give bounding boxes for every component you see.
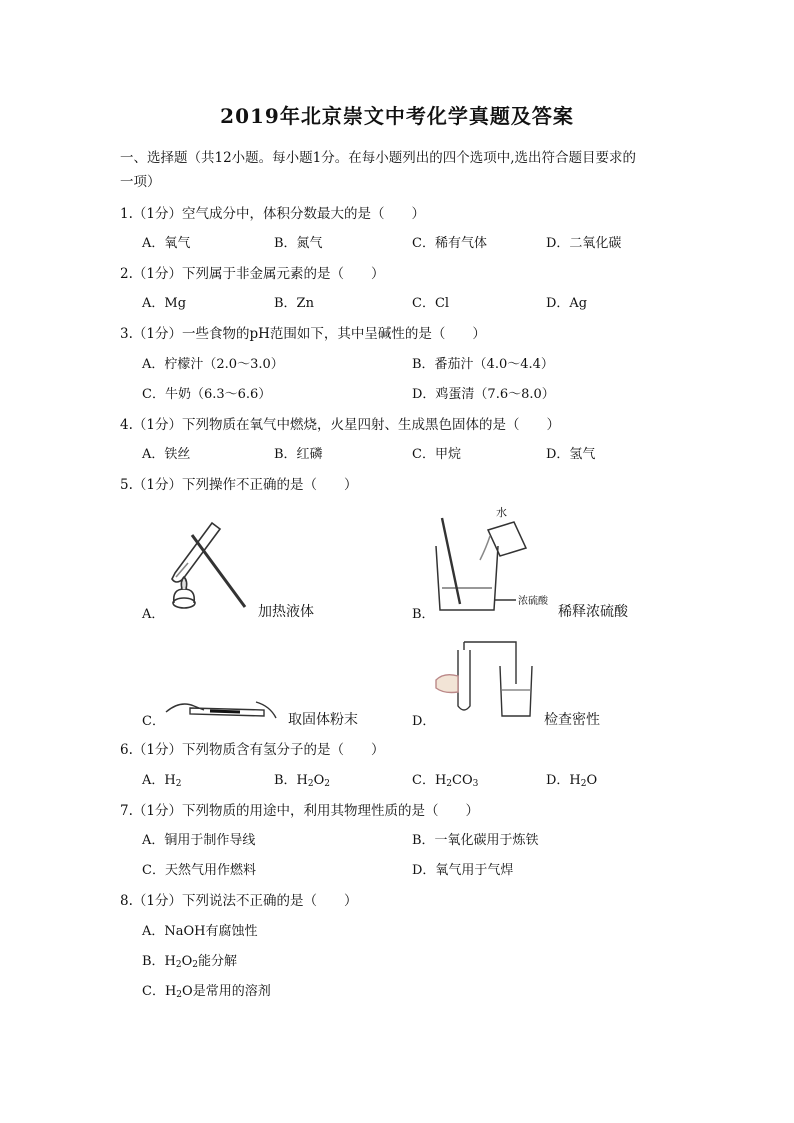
q4-option-a: A．铁丝 bbox=[142, 447, 191, 462]
formula-text: B．H bbox=[142, 954, 176, 969]
formula-subscript: 3 bbox=[472, 779, 479, 789]
q3-option-a: A．柠檬汁（2.0～3.0） bbox=[142, 357, 284, 372]
airtightness-figure bbox=[434, 636, 544, 722]
section-heading: 一、选择题（共12小题。每小题1分。在每小题列出的四个选项中,选出符合题目要求的 bbox=[120, 150, 637, 166]
formula-text: A．H bbox=[142, 773, 176, 788]
q8-option-c bbox=[142, 980, 271, 1000]
q3-option-c: C．牛奶（6.3～6.6） bbox=[142, 387, 272, 402]
caption-solid-powder: 取固体粉末 bbox=[288, 712, 358, 728]
question-3-stem: 3.（1分）一些食物的pH范围如下，其中呈碱性的是（ ） bbox=[120, 326, 486, 342]
q6-option-a bbox=[142, 769, 181, 789]
q7-option-b: B．一氧化碳用于炼铁 bbox=[412, 833, 539, 848]
q1-option-b: B．氮气 bbox=[274, 236, 323, 251]
q5-option-a: A． bbox=[142, 607, 165, 622]
formula-text: D．H bbox=[546, 773, 581, 788]
label-water: 水 bbox=[496, 506, 507, 519]
q7-option-a: A．铜用于制作导线 bbox=[142, 833, 256, 848]
q3-option-d: D．鸡蛋清（7.6～8.0） bbox=[412, 387, 555, 402]
formula-subscript: 2 bbox=[446, 779, 453, 789]
caption-heating-liquid: 加热液体 bbox=[258, 604, 314, 620]
q5-option-c: C． bbox=[142, 714, 165, 729]
question-5-stem: 5.（1分）下列操作不正确的是（ ） bbox=[120, 477, 358, 493]
formula-text: O bbox=[313, 773, 325, 788]
formula-subscript: 2 bbox=[580, 779, 587, 789]
caption-airtightness: 检查密性 bbox=[544, 712, 600, 728]
q7-option-c: C．天然气用作燃料 bbox=[142, 863, 256, 878]
hand-icon bbox=[436, 675, 458, 693]
formula-subscript: 2 bbox=[324, 779, 331, 789]
q1-option-c: C．稀有气体 bbox=[412, 236, 487, 251]
test-tube-holder-icon bbox=[192, 535, 245, 607]
option-text: A．NaOH有腐蚀性 bbox=[142, 924, 258, 939]
question-6-stem: 6.（1分）下列物质含有氢分子的是（ ） bbox=[120, 742, 385, 758]
q2-option-b: B．Zn bbox=[274, 296, 314, 311]
q1-option-a: A．氧气 bbox=[142, 236, 191, 251]
q5-option-b: B． bbox=[412, 607, 435, 622]
formula-subscript: 2 bbox=[307, 779, 314, 789]
formula-text: O bbox=[181, 954, 193, 969]
q8-option-b bbox=[142, 950, 237, 970]
glass-rod-icon bbox=[442, 518, 460, 604]
q2-option-d: D．Ag bbox=[546, 296, 588, 311]
page-title: 2019年北京崇文中考化学真题及答案 bbox=[220, 104, 574, 128]
caption-dilute-acid: 稀释浓硫酸 bbox=[558, 604, 628, 620]
delivery-tube-icon bbox=[464, 642, 516, 684]
beaker-icon bbox=[436, 546, 498, 610]
formula-text: CO bbox=[452, 773, 473, 788]
formula-text: O bbox=[586, 773, 598, 788]
q5-option-d: D． bbox=[412, 714, 436, 729]
question-4-stem: 4.（1分）下列物质在氧气中燃烧，火星四射、生成黑色固体的是（ ） bbox=[120, 417, 560, 433]
q6-option-c bbox=[412, 769, 478, 789]
q6-option-b bbox=[274, 769, 330, 789]
question-8-stem: 8.（1分）下列说法不正确的是（ ） bbox=[120, 893, 358, 909]
dilute-acid-figure bbox=[428, 500, 558, 618]
section-heading-cont: 一项） bbox=[120, 174, 161, 190]
q4-option-d: D．氢气 bbox=[546, 447, 596, 462]
formula-subscript: 2 bbox=[175, 960, 182, 970]
q2-option-c: C．Cl bbox=[412, 296, 450, 311]
formula-text: C．H bbox=[412, 773, 447, 788]
formula-subscript: 2 bbox=[192, 960, 199, 970]
pouring-beaker-icon bbox=[488, 522, 526, 556]
q4-option-b: B．红磷 bbox=[274, 447, 323, 462]
q3-option-b: B．番茄汁（4.0～4.4） bbox=[412, 357, 554, 372]
solid-powder-figure bbox=[160, 688, 280, 728]
question-1-stem: 1.（1分）空气成分中，体积分数最大的是（ ） bbox=[120, 206, 425, 222]
question-7-stem: 7.（1分）下列物质的用途中，利用其物理性质的是（ ） bbox=[120, 803, 479, 819]
formula-text: C．H bbox=[142, 984, 177, 999]
label-conc-acid: 浓硫酸 bbox=[518, 596, 548, 607]
formula-text: O bbox=[182, 984, 193, 999]
q2-option-a: A．Mg bbox=[142, 296, 187, 311]
question-2-stem: 2.（1分）下列属于非金属元素的是（ ） bbox=[120, 266, 385, 282]
formula-subscript: 2 bbox=[176, 990, 183, 1000]
q6-option-d bbox=[546, 769, 597, 789]
formula-text: B．H bbox=[274, 773, 308, 788]
q7-option-d: D．氧气用于气焊 bbox=[412, 863, 514, 878]
heating-liquid-figure bbox=[160, 515, 260, 615]
option-text: 能分解 bbox=[198, 954, 238, 969]
option-text: 是常用的溶剂 bbox=[192, 984, 271, 999]
alcohol-lamp-icon bbox=[173, 598, 195, 608]
q1-option-d: D．二氧化碳 bbox=[546, 236, 622, 251]
formula-subscript: 2 bbox=[175, 779, 182, 789]
paper-trough-icon bbox=[210, 711, 240, 712]
q8-option-a bbox=[142, 920, 258, 939]
q4-option-c: C．甲烷 bbox=[412, 447, 461, 462]
test-tube-icon bbox=[458, 650, 470, 710]
